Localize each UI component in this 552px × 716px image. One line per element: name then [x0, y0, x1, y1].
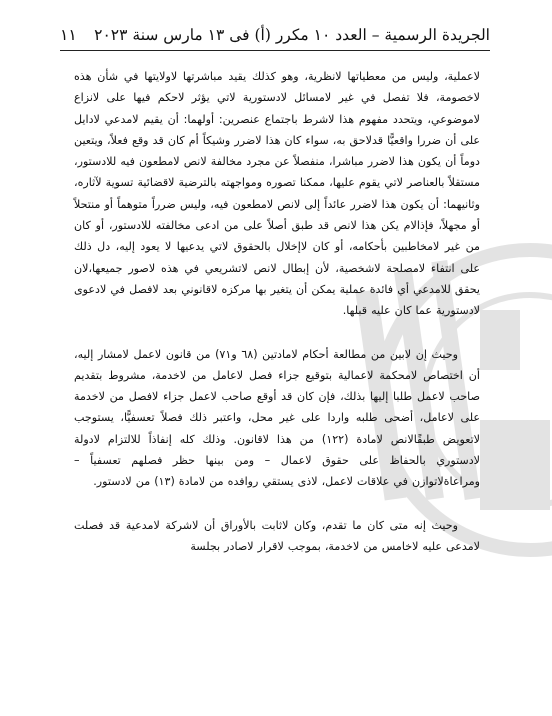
paragraph-2: وحيث إن لابين من مطالعة أحكام لامادتين (٦٨ و٧١) من قانون لاعمل لامشار إليه، أن اختصاص لامحكمة لاعمالية بتوقيع جزاء فصل لاعامل من لاخدمة، مشروط بتقديم صاحب لاعمل طلبا إليها بذلك، فإن كان قد أوقع صاحب لاعمل جزاء لافصل من لاخدمة على لاعامل، أضحى طلبه واردا على غير محل، واعتبر ذلك فصلاً تعسفيًّا، يستوجب لاتعويض طبقًالانص لامادة (١٢٢) من هذا لاقانون. وذلك كله إنفاذاً للالتزام لادولة لادستوري بالحفاظ على حقوق لاعمال – ومن بينها حظر فصلهم تعسفياً – ومراعاةلاتوازن في علاقات لاعمل، لاذى يستقي روافده من لامادة (١٣) من لادستور. [74, 347, 480, 489]
page-number: ١١ [60, 26, 77, 44]
judgment-text [74, 66, 480, 557]
header-divider [60, 50, 490, 51]
paragraph-1: لاعملية، وليس من معطياتها لانظرية، وهو كذلك يقيد مباشرتها لاولايتها في شأن هذه لاخصومة، فلا تفصل في غير لامسائل لادستورية لاتي يؤثر لاحكم فيها على لانزاع لاموضوعي، ويتحدد مفهوم هذا لاشرط باجتماع عنصرين: أولهما: أن يقيم لامدعي لادايل على أن ضررا واقعيًّا قدلاحق به، سواء كان هذا لاضرر وشيكاً أم كان قد وقع فعلاً، ويتعين دوماً أن يكون هذا لاضرر مباشرا، منفصلاً عن مجرد مخالفة لانص لامطعون فيه للادستور، مستقلاً بالعناصر لاتي يقوم عليها، ممكنا تصوره ومواجهته بالترضية لاقضائية تسوية لآثاره، وثانيهما: أن يكون هذا لاضرر عائداً إلى لانص لامطعون فيه، وليس ضرراً متوهماً أو منتحلاً أو مجهلاً، فإذالام يكن هذا لانص قد طبق أصلاً على من ادعى مخالفته للادستور، أو كان من غير لامخاطبين بأحكامه، أو كان لاإخلال بالحقوق لاتي يدعيها لا يعود إليه، دل ذلك على انتفاء لامصلحة لاشخصية، لأن إبطال لانص لاتشريعي في هذه لاصور جميعها،لان يحقق للامدعي أي فائدة عملية يمكن أن يتغير بها مركزه لاقانوني بعد لافصل في لادعوى لادستورية عما كان عليه قبلها. [74, 70, 480, 318]
page-header [60, 20, 490, 50]
gazette-issue-title: الجريدة الرسمية – العدد ١٠ مكرر (أ) فى ١٣ مارس سنة ٢٠٢٣ [94, 26, 490, 44]
paragraph-3: وحيث إنه متى كان ما تقدم، وكان لاثابت بالأوراق أن لاشركة لامدعية قد فصلت لامدعى عليه لاخامس من لاخدمة، بموجب لاقرار لاصادر بجلسة [74, 518, 480, 553]
